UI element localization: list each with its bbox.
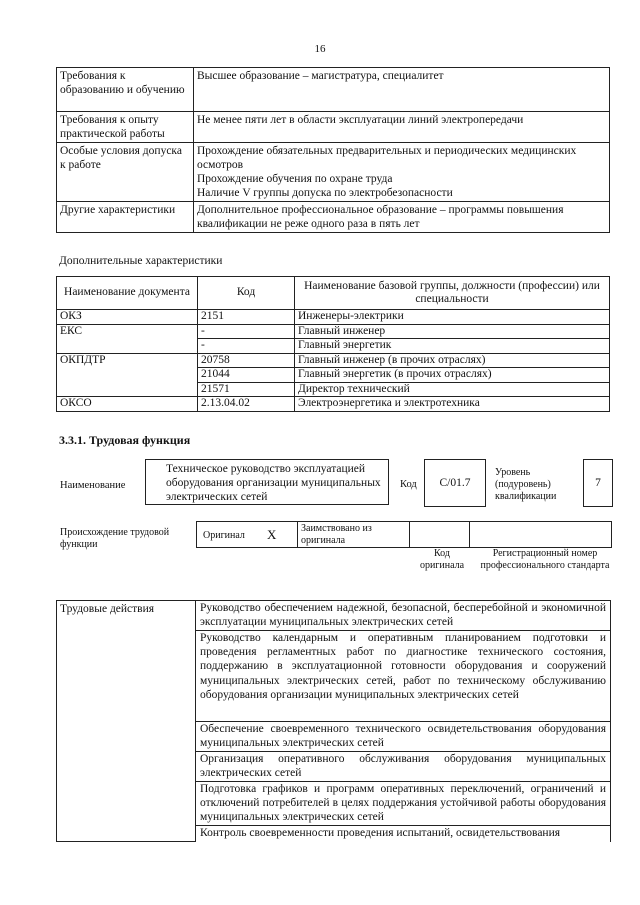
code-original-label: Код оригинала [419, 548, 465, 571]
requirement-value: Высшее образование – магистратура, специалитет [194, 68, 610, 112]
function-name-box [145, 459, 389, 505]
table-row [57, 202, 610, 233]
origin-label: Происхождение трудовой функции [60, 527, 170, 550]
table-row [57, 310, 610, 325]
requirement-label: Особые условия допуска к работе [57, 143, 194, 202]
labor-action: Подготовка графиков и программ оперативных переключений, ограничений и отключений потребителей в целях поддержания устойчивой работы оборудования муниципальных электрических сетей [196, 782, 611, 826]
header-row [57, 277, 610, 310]
name-cell: Главный инженер [295, 324, 610, 339]
code-cell: 2.13.04.02 [198, 397, 295, 412]
name-cell: Инженеры-электрики [295, 310, 610, 325]
name-label: Наименование [60, 480, 126, 491]
requirement-label: Требования к образованию и обучению [57, 68, 194, 112]
labor-action: Контроль своевременности проведения испытаний, освидетельствования [196, 826, 611, 842]
column-header: Наименование документа [57, 277, 198, 310]
original-mark: X [267, 527, 277, 542]
origin-box [196, 521, 612, 548]
table-row [57, 324, 610, 339]
table-row [57, 397, 610, 412]
additional-characteristics-table [56, 276, 610, 412]
level-value: 7 [595, 477, 601, 489]
code-cell: 21044 [198, 368, 295, 383]
function-name-value: Техническое руководство эксплуатацией оборудования организации муниципальных электрических сетей [166, 463, 381, 503]
labor-action: Руководство календарным и оперативным планированием подготовки и проведения регламентных работ по диагностике технического состояния, поддержанию в эксплуатационной готовности оборудования и сооружений муниципальных электрических сетей, работ по техническому обслуживанию оборудования организации муниципальных электрических сетей [196, 631, 611, 722]
labor-action: Руководство обеспечением надежной, безопасной, бесперебойной и экономичной эксплуатации муниципальных электрических сетей [196, 601, 611, 631]
labor-action: Организация оперативного обслуживания оборудования муниципальных электрических сетей [196, 752, 611, 782]
document-cell: ОКПДТР [57, 353, 198, 397]
page-number: 16 [314, 43, 326, 55]
code-cell: 21571 [198, 382, 295, 397]
name-cell: Главный энергетик (в прочих отраслях) [295, 368, 610, 383]
registration-number-label: Регистрационный номер профессионального стандарта [480, 548, 610, 571]
name-cell: Главный энергетик [295, 339, 610, 354]
labor-action: Обеспечение своевременного технического освидетельствования оборудования муниципальных электрических сетей [196, 722, 611, 752]
column-header: Наименование базовой группы, должности (профессии) или специальности [295, 277, 610, 310]
requirement-value: Дополнительное профессиональное образование – программы повышения квалификации не реже одного раза в пять лет [194, 202, 610, 233]
requirement-value: Не менее пяти лет в области эксплуатации линий электропередачи [194, 112, 610, 143]
name-cell: Директор технический [295, 382, 610, 397]
requirement-value: Прохождение обязательных предварительных и периодических медицинских осмотров Прохождение обучения по охране труда Наличие V группы допуска по электробезопасности [194, 143, 610, 202]
level-label: Уровень (подуровень) квалификации [495, 467, 557, 502]
level-box [583, 459, 613, 507]
table-row [57, 68, 610, 112]
document-cell: ЕКС [57, 324, 198, 353]
code-cell: 2151 [198, 310, 295, 325]
requirements-table [56, 67, 610, 233]
name-cell: Электроэнергетика и электротехника [295, 397, 610, 412]
name-cell: Главный инженер (в прочих отраслях) [295, 353, 610, 368]
document-cell: ОКСО [57, 397, 198, 412]
labor-actions-label: Трудовые действия [57, 601, 196, 842]
function-code-box [424, 459, 486, 507]
table-row [57, 143, 610, 202]
labor-actions-table [56, 600, 611, 842]
column-header: Код [198, 277, 295, 310]
table-row [57, 601, 611, 631]
code-cell: - [198, 324, 295, 339]
code-cell: 20758 [198, 353, 295, 368]
code-label: Код [400, 479, 417, 490]
table-row [57, 112, 610, 143]
section-heading: 3.3.1. Трудовая функция [59, 433, 191, 447]
requirement-label: Другие характеристики [57, 202, 194, 233]
requirement-label: Требования к опыту практической работы [57, 112, 194, 143]
document-cell: ОКЗ [57, 310, 198, 325]
original-label: Оригинал [203, 530, 245, 541]
borrowed-label: Заимствовано из оригинала [301, 523, 372, 546]
function-code-value: С/01.7 [439, 477, 471, 489]
table-row [57, 353, 610, 368]
code-cell: - [198, 339, 295, 354]
additional-characteristics-title: Дополнительные характеристики [59, 255, 223, 267]
